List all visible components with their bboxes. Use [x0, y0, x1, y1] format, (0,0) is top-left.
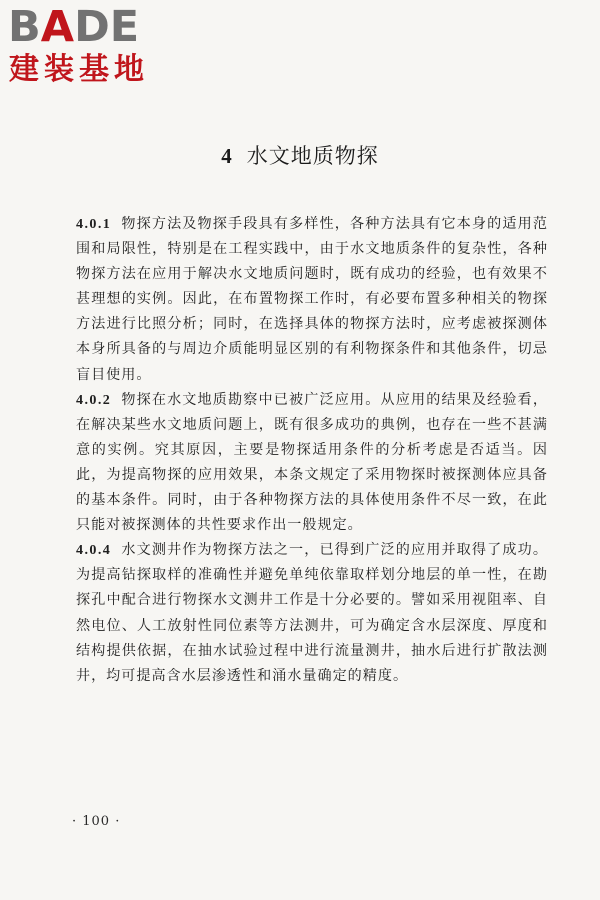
clause-text: 物探在水文地质勘察中已被广泛应用。从应用的结果及经验看，在解决某些水文地质问题上，既有很多成功的典例，也存在一些不甚满意的实例。究其原因，主要是物探适用条件的分析考虑是否适当。因此，为提高物探的应用效果，本条文规定了采用物探时被探测体应具备的基本条件。同时，由于各种物探方法的具体使用条件不尽一致，在此只能对被探测体的共性要求作出一般规定。 — [76, 391, 548, 534]
logo-subtitle: 建装基地 — [9, 52, 149, 87]
clause-text: 物探方法及物探手段具有多样性，各种方法具有它本身的适用范围和局限性，特别是在工程实践中，由于水文地质条件的复杂性，各种物探方法在应用于解决水文地质问题时，既有成功的经验，也有效果不甚理想的实例。因此，在布置物探工作时，有必要布置多种相关的物探方法进行比照分析；同时，在选择具体的物探方法时，应考虑被探测体本身所具备的与周边介质能明显区别的有利物探条件和其他条件，切忌盲目使用。 — [76, 216, 548, 383]
chapter-number: 4 — [221, 144, 233, 168]
chapter-heading — [0, 140, 600, 170]
clause-paragraph — [76, 388, 548, 539]
chapter-title: 水文地质物探 — [246, 144, 379, 168]
clause-text: 水文测井作为物探方法之一，已得到广泛的应用并取得了成功。为提高钻探取样的准确性并避免单纯依靠取样划分地层的单一性，在勘探孔中配合进行物探水文测井工作是十分必要的。譬如采用视阻率、自然电位、人工放射性同位素等方法测井，可为确定含水层深度、厚度和结构提供依据，在抽水试验过程中进行流量测井，抽水后进行扩散法测井，均可提高含水层渗透性和涌水量确定的精度。 — [76, 542, 548, 684]
logo-wordmark — [8, 2, 140, 52]
clause-number: 4.0.2 — [76, 391, 112, 408]
site-logo — [8, 2, 178, 90]
logo-letter-a: A — [40, 2, 75, 52]
clause-paragraph — [76, 212, 548, 388]
clause-number: 4.0.1 — [76, 216, 112, 232]
body-text — [76, 212, 548, 689]
clause-number: 4.0.4 — [76, 542, 112, 559]
clause-paragraph — [76, 538, 548, 689]
page-number: · 100 · — [72, 814, 121, 829]
logo-letters-de: DE — [74, 2, 140, 52]
logo-letter-b: B — [8, 2, 41, 52]
